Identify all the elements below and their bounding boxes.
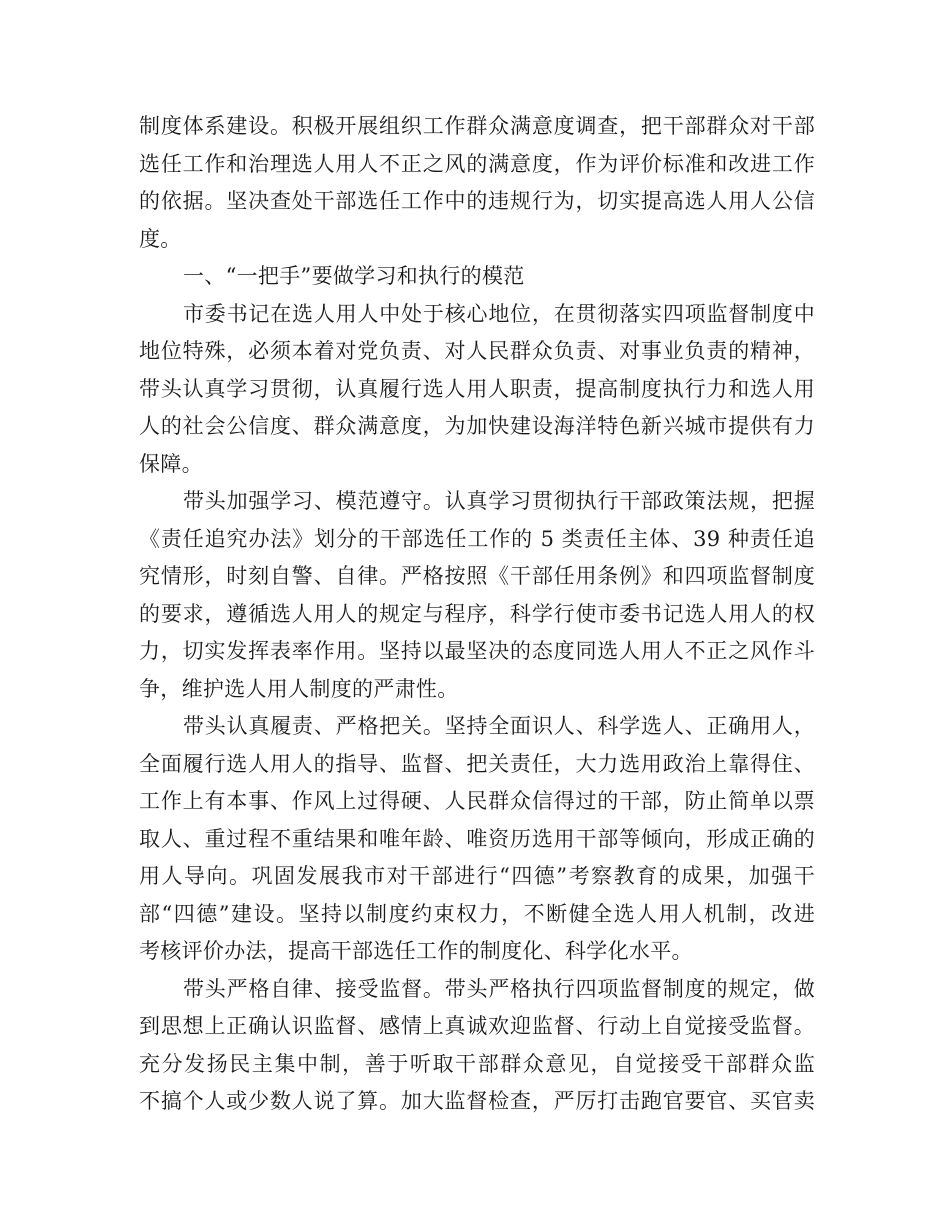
paragraph-line: 市委书记在选人用人中处于核心地位，在贯彻落实四项监督制度中 <box>183 301 815 326</box>
paragraph-line: 的依据。坚决查处干部选任工作中的违规行为，切实提高选人用人公信 <box>139 189 815 213</box>
document-body <box>139 108 815 1121</box>
paragraph-line: 考核评价办法，提高干部选任工作的制度化、科学化水平。 <box>139 939 693 963</box>
paragraph-line: 全面履行选人用人的指导、监督、把关责任，大力选用政治上靠得住、 <box>139 751 815 776</box>
paragraph-line: 的要求，遵循选人用人的规定与程序，科学行使市委书记选人用人的权 <box>139 601 815 626</box>
paragraph-line: 带头加强学习、模范遵守。认真学习贯彻执行干部政策法规，把握 <box>183 489 815 513</box>
paragraph-line: 选任工作和治理选人用人不正之风的满意度，作为评价标准和改进工作 <box>139 151 815 176</box>
paragraph-line: 用人导向。巩固发展我市对干部进行“四德”考察教育的成果，加强干 <box>139 864 815 888</box>
paragraph-line: 带头认真履责、严格把关。坚持全面识人、科学选人、正确用人， <box>183 714 815 738</box>
paragraph-line: 度。 <box>139 226 182 251</box>
paragraph-line: 带头严格自律、接受监督。带头严格执行四项监督制度的规定，做 <box>183 976 815 1001</box>
paragraph-line: 到思想上正确认识监督、感情上真诚欢迎监督、行动上自觉接受监督。 <box>139 1014 815 1038</box>
paragraph-line: 人的社会公信度、群众满意度，为加快建设海洋特色新兴城市提供有力 <box>139 414 815 438</box>
paragraph-line: 带头认真学习贯彻，认真履行选人用人职责，提高制度执行力和选人用 <box>139 376 815 401</box>
paragraph-line: 制度体系建设。积极开展组织工作群众满意度调查，把干部群众对干部 <box>139 114 815 138</box>
paragraph-line: 力，切实发挥表率作用。坚持以最坚决的态度同选人用人不正之风作斗 <box>139 639 815 663</box>
paragraph-line: 部“四德”建设。坚持以制度约束权力，不断健全选人用人机制，改进 <box>139 901 815 926</box>
paragraph-line: 争，维护选人用人制度的严肃性。 <box>139 676 459 701</box>
paragraph-line: 取人、重过程不重结果和唯年龄、唯资历选用干部等倾向，形成正确的 <box>139 826 815 851</box>
paragraph-line: 不搞个人或少数人说了算。加大监督检查，严厉打击跑官要官、买官卖 <box>139 1089 815 1113</box>
paragraph-line: 究情形，时刻自警、自律。严格按照《干部任用条例》和四项监督制度 <box>139 564 815 588</box>
paragraph-line: 地位特殊，必须本着对党负责、对人民群众负责、对事业负责的精神， <box>139 339 815 363</box>
paragraph-line: 工作上有本事、作风上过得硬、人民群众信得过的干部，防止简单以票 <box>139 789 815 813</box>
section-heading: 一、“一把手”要做学习和执行的模范 <box>183 264 525 288</box>
paragraph-line: 保障。 <box>139 451 203 476</box>
paragraph-line: 充分发扬民主集中制，善于听取干部群众意见，自觉接受干部群众监 <box>139 1051 815 1076</box>
paragraph-line: 《责任追究办法》划分的干部选任工作的 5 类责任主体、39 种责任追 <box>139 526 815 551</box>
